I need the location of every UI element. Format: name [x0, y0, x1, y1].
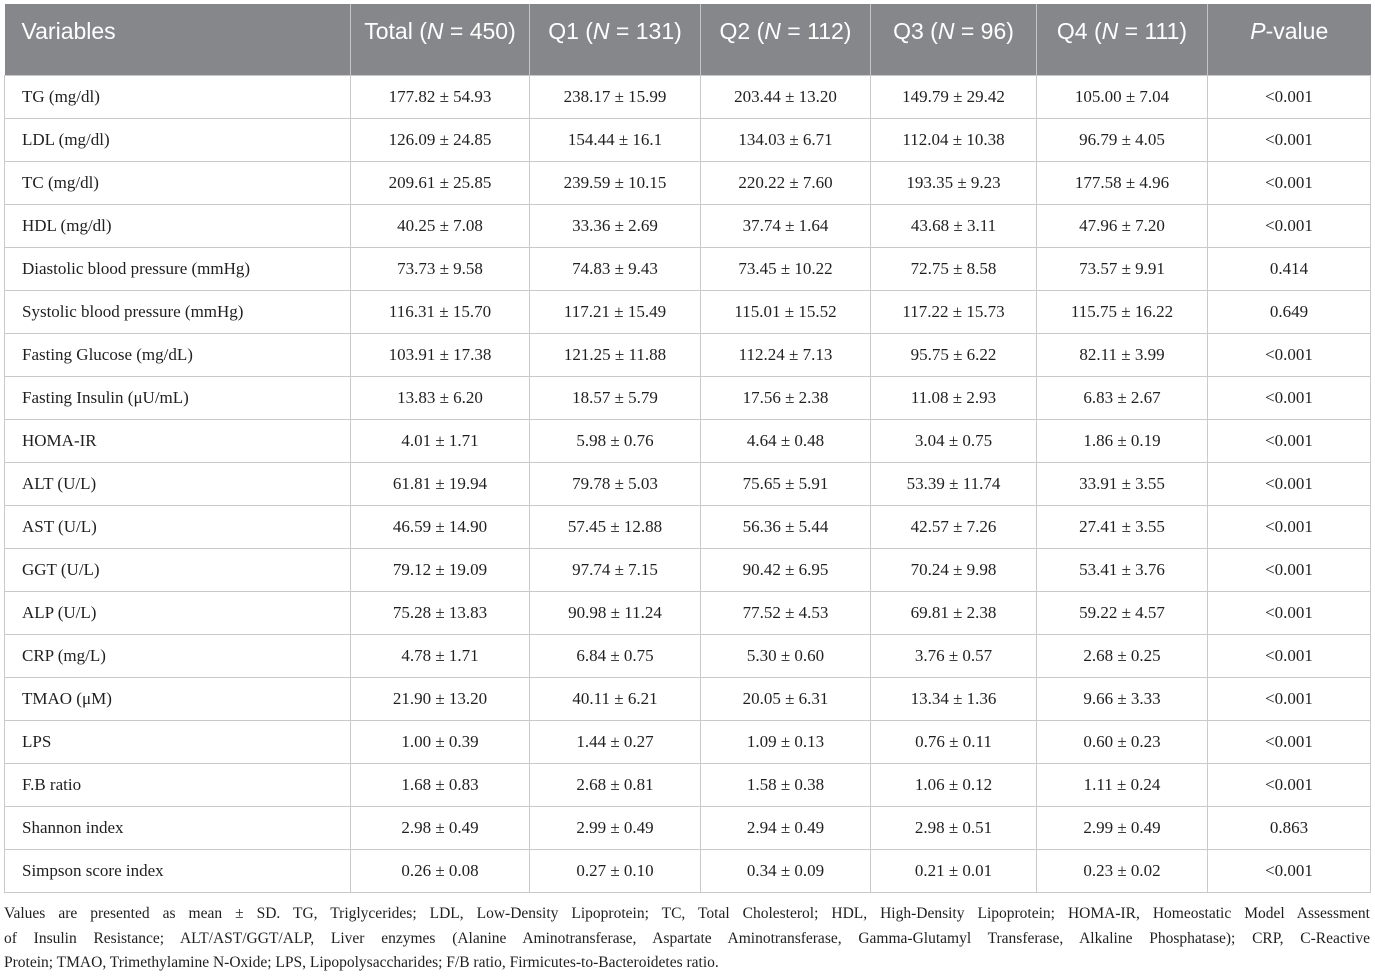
table-header: [5, 4, 1371, 75]
cell-q1: 5.98 ± 0.76: [530, 419, 701, 462]
cell-q1: 18.57 ± 5.79: [530, 376, 701, 419]
cell-q2: 134.03 ± 6.71: [701, 118, 871, 161]
table-row: [5, 634, 1371, 677]
cell-total: 1.00 ± 0.39: [351, 720, 530, 763]
cell-variable: TC (mg/dl): [5, 161, 351, 204]
cell-q2: 2.94 ± 0.49: [701, 806, 871, 849]
cell-pvalue: <0.001: [1208, 720, 1371, 763]
cell-q4: 2.68 ± 0.25: [1037, 634, 1208, 677]
header-q1-pre: Q1 (: [548, 18, 593, 44]
header-total-post: = 450): [443, 18, 516, 44]
footnote-line-1: Values are presented as mean ± SD. TG, Triglycerides; LDL, Low-Density Lipoprotein; TC, Total Cholesterol; HDL, High-Density Lipoprotein; HOMA-IR, Homeostatic Model Assessment: [4, 905, 1370, 922]
cell-q4: 53.41 ± 3.76: [1037, 548, 1208, 591]
cell-q1: 2.68 ± 0.81: [530, 763, 701, 806]
header-q2-n: N: [764, 18, 781, 44]
table-row: [5, 548, 1371, 591]
cell-q4: 59.22 ± 4.57: [1037, 591, 1208, 634]
cell-total: 61.81 ± 19.94: [351, 462, 530, 505]
cell-q2: 220.22 ± 7.60: [701, 161, 871, 204]
table-body: [5, 75, 1371, 892]
cell-pvalue: <0.001: [1208, 75, 1371, 118]
header-pvalue-p: P: [1250, 18, 1266, 44]
cell-pvalue: <0.001: [1208, 548, 1371, 591]
cell-variable: Fasting Glucose (mg/dL): [5, 333, 351, 376]
cell-q1: 121.25 ± 11.88: [530, 333, 701, 376]
cell-pvalue: <0.001: [1208, 333, 1371, 376]
cell-total: 73.73 ± 9.58: [351, 247, 530, 290]
cell-q4: 82.11 ± 3.99: [1037, 333, 1208, 376]
table-row: [5, 591, 1371, 634]
table-row: [5, 161, 1371, 204]
cell-q1: 57.45 ± 12.88: [530, 505, 701, 548]
cell-total: 40.25 ± 7.08: [351, 204, 530, 247]
cell-variable: CRP (mg/L): [5, 634, 351, 677]
header-q3-n: N: [937, 18, 955, 44]
header-row: [5, 4, 1371, 75]
header-q3-pre: Q3 (: [893, 18, 938, 44]
cell-pvalue: 0.649: [1208, 290, 1371, 333]
cell-q3: 3.04 ± 0.75: [871, 419, 1037, 462]
data-table-container: [4, 4, 1370, 893]
cell-variable: TMAO (μM): [5, 677, 351, 720]
cell-q1: 1.44 ± 0.27: [530, 720, 701, 763]
cell-variable: TG (mg/dl): [5, 75, 351, 118]
cell-q4: 96.79 ± 4.05: [1037, 118, 1208, 161]
table-row: [5, 290, 1371, 333]
cell-q3: 0.21 ± 0.01: [871, 849, 1037, 892]
cell-q4: 1.11 ± 0.24: [1037, 763, 1208, 806]
cell-pvalue: <0.001: [1208, 591, 1371, 634]
cell-q3: 13.34 ± 1.36: [871, 677, 1037, 720]
cell-variable: HOMA-IR: [5, 419, 351, 462]
table-row: [5, 204, 1371, 247]
cell-q3: 1.06 ± 0.12: [871, 763, 1037, 806]
header-q3-post: = 96): [954, 18, 1014, 44]
cell-total: 13.83 ± 6.20: [351, 376, 530, 419]
cell-q4: 47.96 ± 7.20: [1037, 204, 1208, 247]
cell-variable: GGT (U/L): [5, 548, 351, 591]
cell-q1: 33.36 ± 2.69: [530, 204, 701, 247]
cell-q4: 6.83 ± 2.67: [1037, 376, 1208, 419]
cell-q4: 9.66 ± 3.33: [1037, 677, 1208, 720]
cell-total: 0.26 ± 0.08: [351, 849, 530, 892]
cell-q1: 154.44 ± 16.1: [530, 118, 701, 161]
cell-q3: 95.75 ± 6.22: [871, 333, 1037, 376]
cell-total: 4.01 ± 1.71: [351, 419, 530, 462]
cell-q4: 33.91 ± 3.55: [1037, 462, 1208, 505]
cell-q4: 177.58 ± 4.96: [1037, 161, 1208, 204]
table-row: [5, 118, 1371, 161]
table-row: [5, 462, 1371, 505]
cell-q3: 11.08 ± 2.93: [871, 376, 1037, 419]
cell-q2: 37.74 ± 1.64: [701, 204, 871, 247]
cell-variable: F.B ratio: [5, 763, 351, 806]
cell-pvalue: <0.001: [1208, 419, 1371, 462]
cell-pvalue: <0.001: [1208, 204, 1371, 247]
cell-q3: 117.22 ± 15.73: [871, 290, 1037, 333]
table-row: [5, 333, 1371, 376]
cell-q2: 4.64 ± 0.48: [701, 419, 871, 462]
cell-q2: 0.34 ± 0.09: [701, 849, 871, 892]
cell-q1: 6.84 ± 0.75: [530, 634, 701, 677]
cell-pvalue: <0.001: [1208, 118, 1371, 161]
cell-q2: 203.44 ± 13.20: [701, 75, 871, 118]
data-table: [4, 4, 1371, 893]
cell-variable: Fasting Insulin (μU/mL): [5, 376, 351, 419]
header-q1-post: = 131): [609, 18, 682, 44]
cell-q2: 112.24 ± 7.13: [701, 333, 871, 376]
cell-q3: 43.68 ± 3.11: [871, 204, 1037, 247]
table-row: [5, 247, 1371, 290]
cell-q2: 5.30 ± 0.60: [701, 634, 871, 677]
cell-total: 2.98 ± 0.49: [351, 806, 530, 849]
cell-total: 1.68 ± 0.83: [351, 763, 530, 806]
header-variables: Variables: [5, 4, 351, 75]
header-q1-n: N: [592, 18, 610, 44]
cell-q2: 115.01 ± 15.52: [701, 290, 871, 333]
cell-q1: 117.21 ± 15.49: [530, 290, 701, 333]
cell-variable: Diastolic blood pressure (mmHg): [5, 247, 351, 290]
header-q2: [701, 4, 871, 75]
cell-pvalue: <0.001: [1208, 161, 1371, 204]
table-row: [5, 763, 1371, 806]
table-row: [5, 505, 1371, 548]
cell-q3: 69.81 ± 2.38: [871, 591, 1037, 634]
table-row: [5, 376, 1371, 419]
cell-q1: 238.17 ± 15.99: [530, 75, 701, 118]
cell-q3: 112.04 ± 10.38: [871, 118, 1037, 161]
cell-q1: 74.83 ± 9.43: [530, 247, 701, 290]
cell-q2: 1.09 ± 0.13: [701, 720, 871, 763]
cell-variable: AST (U/L): [5, 505, 351, 548]
cell-q1: 2.99 ± 0.49: [530, 806, 701, 849]
cell-pvalue: <0.001: [1208, 677, 1371, 720]
header-total: [351, 4, 530, 75]
cell-q1: 0.27 ± 0.10: [530, 849, 701, 892]
table-footnote: [4, 902, 1370, 976]
cell-pvalue: 0.414: [1208, 247, 1371, 290]
cell-total: 4.78 ± 1.71: [351, 634, 530, 677]
cell-q2: 1.58 ± 0.38: [701, 763, 871, 806]
cell-total: 79.12 ± 19.09: [351, 548, 530, 591]
cell-total: 75.28 ± 13.83: [351, 591, 530, 634]
table-row: [5, 806, 1371, 849]
cell-total: 103.91 ± 17.38: [351, 333, 530, 376]
header-q4: [1037, 4, 1208, 75]
cell-total: 21.90 ± 13.20: [351, 677, 530, 720]
cell-pvalue: 0.863: [1208, 806, 1371, 849]
header-q4-pre: Q4 (: [1056, 18, 1102, 44]
cell-q2: 56.36 ± 5.44: [701, 505, 871, 548]
cell-variable: ALP (U/L): [5, 591, 351, 634]
cell-q2: 77.52 ± 4.53: [701, 591, 871, 634]
cell-q2: 20.05 ± 6.31: [701, 677, 871, 720]
cell-variable: Shannon index: [5, 806, 351, 849]
table-row: [5, 720, 1371, 763]
cell-q3: 2.98 ± 0.51: [871, 806, 1037, 849]
cell-q4: 2.99 ± 0.49: [1037, 806, 1208, 849]
cell-q1: 239.59 ± 10.15: [530, 161, 701, 204]
header-q4-n: N: [1101, 18, 1119, 44]
cell-pvalue: <0.001: [1208, 634, 1371, 677]
table-row: [5, 849, 1371, 892]
cell-q1: 97.74 ± 7.15: [530, 548, 701, 591]
cell-q4: 105.00 ± 7.04: [1037, 75, 1208, 118]
cell-q1: 40.11 ± 6.21: [530, 677, 701, 720]
header-total-pre: Total (: [364, 18, 427, 44]
header-pvalue: [1208, 4, 1371, 75]
cell-pvalue: <0.001: [1208, 849, 1371, 892]
cell-total: 126.09 ± 24.85: [351, 118, 530, 161]
cell-q2: 90.42 ± 6.95: [701, 548, 871, 591]
cell-variable: ALT (U/L): [5, 462, 351, 505]
cell-q3: 53.39 ± 11.74: [871, 462, 1037, 505]
cell-total: 209.61 ± 25.85: [351, 161, 530, 204]
footnote-line-2: of Insulin Resistance; ALT/AST/GGT/ALP, Liver enzymes (Alanine Aminotransferase, Aspartate Aminotransferase, Gamma-Glutamyl Transferase, Alkaline Phosphatase); CRP, C-Reactive: [4, 929, 1370, 947]
cell-q4: 0.60 ± 0.23: [1037, 720, 1208, 763]
cell-q4: 115.75 ± 16.22: [1037, 290, 1208, 333]
cell-total: 46.59 ± 14.90: [351, 505, 530, 548]
cell-variable: LPS: [5, 720, 351, 763]
header-q4-post: = 111): [1118, 18, 1188, 44]
cell-variable: HDL (mg/dl): [5, 204, 351, 247]
header-pvalue-post: -value: [1265, 18, 1329, 44]
cell-variable: LDL (mg/dl): [5, 118, 351, 161]
cell-q2: 17.56 ± 2.38: [701, 376, 871, 419]
cell-q3: 70.24 ± 9.98: [871, 548, 1037, 591]
cell-q1: 79.78 ± 5.03: [530, 462, 701, 505]
cell-q3: 0.76 ± 0.11: [871, 720, 1037, 763]
cell-q4: 27.41 ± 3.55: [1037, 505, 1208, 548]
cell-q3: 42.57 ± 7.26: [871, 505, 1037, 548]
table-row: [5, 677, 1371, 720]
header-q2-post: = 112): [780, 18, 852, 44]
cell-total: 177.82 ± 54.93: [351, 75, 530, 118]
header-total-n: N: [426, 18, 444, 44]
cell-q3: 3.76 ± 0.57: [871, 634, 1037, 677]
cell-q2: 75.65 ± 5.91: [701, 462, 871, 505]
cell-q3: 72.75 ± 8.58: [871, 247, 1037, 290]
cell-q3: 149.79 ± 29.42: [871, 75, 1037, 118]
header-q3: [871, 4, 1037, 75]
cell-pvalue: <0.001: [1208, 505, 1371, 548]
table-row: [5, 75, 1371, 118]
cell-q1: 90.98 ± 11.24: [530, 591, 701, 634]
cell-q4: 0.23 ± 0.02: [1037, 849, 1208, 892]
cell-variable: Systolic blood pressure (mmHg): [5, 290, 351, 333]
header-q1: [530, 4, 701, 75]
cell-pvalue: <0.001: [1208, 763, 1371, 806]
cell-pvalue: <0.001: [1208, 376, 1371, 419]
cell-pvalue: <0.001: [1208, 462, 1371, 505]
cell-variable: Simpson score index: [5, 849, 351, 892]
cell-q2: 73.45 ± 10.22: [701, 247, 871, 290]
table-row: [5, 419, 1371, 462]
header-q2-pre: Q2 (: [719, 18, 765, 44]
cell-q4: 1.86 ± 0.19: [1037, 419, 1208, 462]
footnote-line-3: Protein; TMAO, Trimethylamine N-Oxide; LPS, Lipopolysaccharides; F/B ratio, Firmicutes-to-Bacteroidetes ratio.: [4, 954, 719, 971]
cell-q4: 73.57 ± 9.91: [1037, 247, 1208, 290]
cell-q3: 193.35 ± 9.23: [871, 161, 1037, 204]
cell-total: 116.31 ± 15.70: [351, 290, 530, 333]
